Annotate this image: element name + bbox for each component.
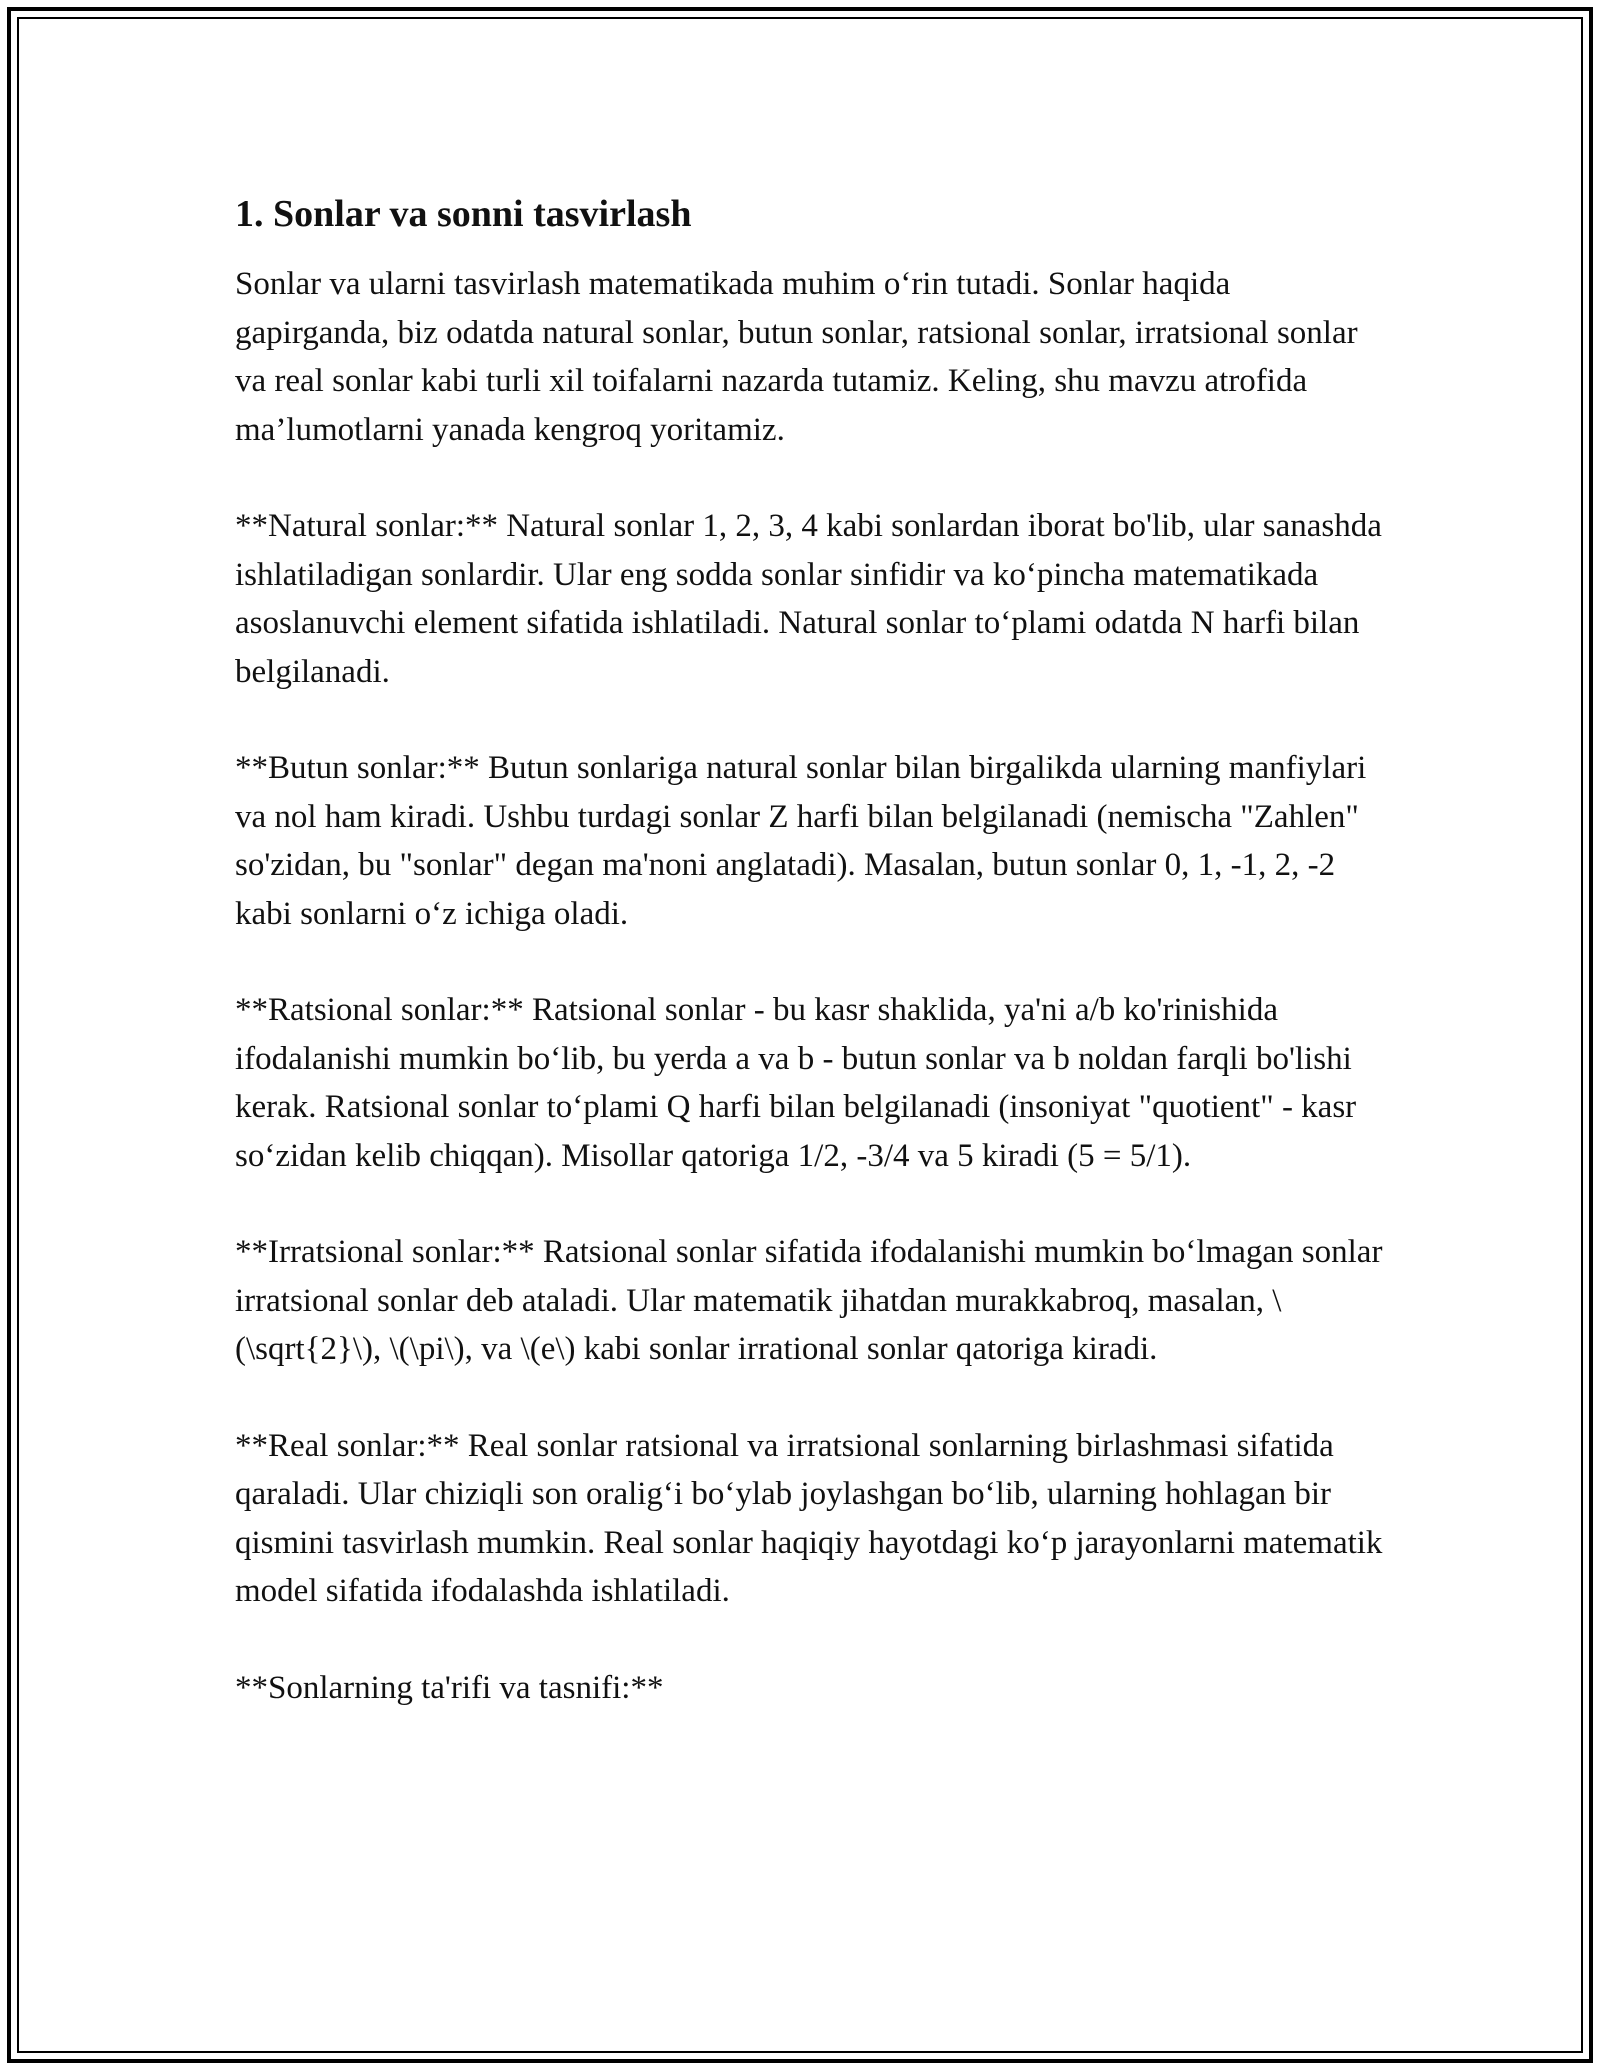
- section-heading: 1. Sonlar va sonni tasvirlash: [235, 193, 692, 235]
- paragraph-natural-numbers: **Natural sonlar:** Natural sonlar 1, 2, 3, 4 kabi sonlardan iborat bo'lib, ular sanashda ishlatiladigan sonlardir. Ular eng sodda sonlar sinfidir va ko‘pincha matematikada asoslanuvchi element sifatida ishlatiladi. Natural sonlar to‘plami odatda N harfi bilan belgilanadi.: [235, 508, 1382, 690]
- paragraph-definition-heading: **Sonlarning ta'rifi va tasnifi:**: [235, 1669, 664, 1706]
- paragraph-intro: Sonlar va ularni tasvirlash matematikada muhim o‘rin tutadi. Sonlar haqida gapirganda, biz odatda natural sonlar, butun sonlar, ratsional sonlar, irratsional sonlar va real sonlar kabi turli xil toifalarni nazarda tutamiz. Keling, shu mavzu atrofida ma’lumotlarni yanada kengroq yoritamiz.: [235, 266, 1358, 448]
- paragraph-irrational-numbers: **Irratsional sonlar:** Ratsional sonlar sifatida ifodalanishi mumkin bo‘lmagan sonlar irratsional sonlar deb ataladi. Ular matematik jihatdan murakkabroq, masalan, \(\sqrt{2}\), \(\pi\), va \(e\) kabi sonlar irrational sonlar qatoriga kiradi.: [235, 1234, 1383, 1367]
- paragraph-real-numbers: **Real sonlar:** Real sonlar ratsional va irratsional sonlarning birlashmasi sifatida qaraladi. Ular chiziqli son oralig‘i bo‘ylab joylashgan bo‘lib, ularning hohlagan bir qismini tasvirlash mumkin. Real sonlar haqiqiy hayotdagi ko‘p jarayonlarni matematik model sifatida ifodalashda ishlatiladi.: [235, 1427, 1383, 1609]
- document-body: [235, 190, 1385, 1760]
- paragraph-rational-numbers: **Ratsional sonlar:** Ratsional sonlar - bu kasr shaklida, ya'ni a/b ko'rinishida ifodalanishi mumkin bo‘lib, bu yerda a va b - butun sonlar va b noldan farqli bo'lishi kerak. Ratsional sonlar to‘plami Q harfi bilan belgilanadi (insoniyat "quotient" - kasr so‘zidan kelib chiqqan). Misollar qatoriga 1/2, -3/4 va 5 kiradi (5 = 5/1).: [235, 992, 1357, 1174]
- paragraph-integers: **Butun sonlar:** Butun sonlariga natural sonlar bilan birgalikda ularning manfiylari va nol ham kiradi. Ushbu turdagi sonlar Z harfi bilan belgilanadi (nemischa "Zahlen" so'zidan, bu "sonlar" degan ma'noni anglatadi). Masalan, butun sonlar 0, 1, -1, 2, -2 kabi sonlarni o‘z ichiga oladi.: [235, 750, 1367, 932]
